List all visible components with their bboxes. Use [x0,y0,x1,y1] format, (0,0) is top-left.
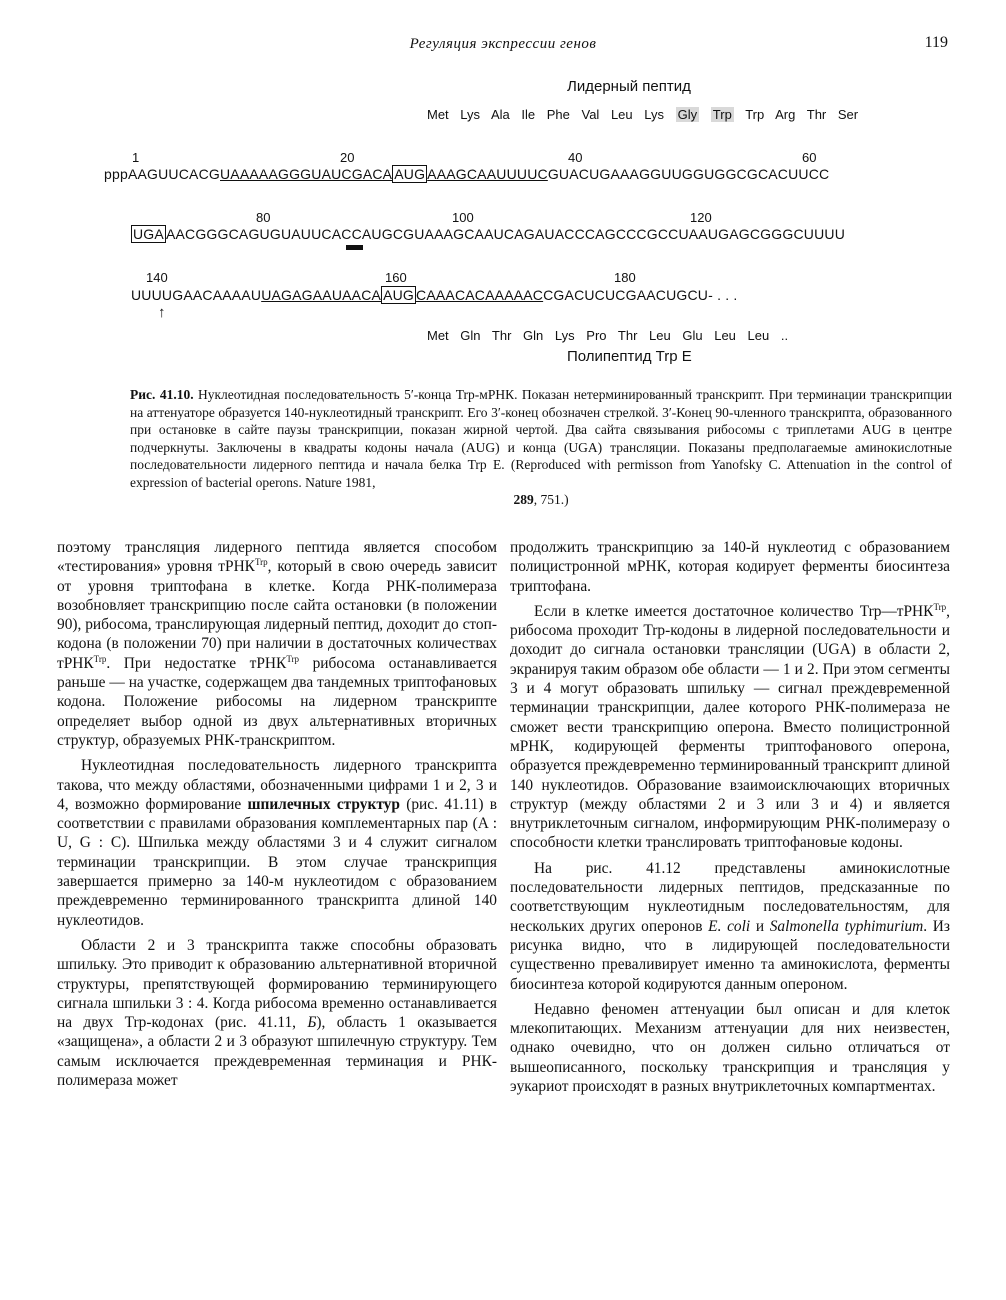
amino-acid: Phe [546,107,570,122]
amino-acid: Ala [490,107,510,122]
text-run: ), область 1 оказывается «защищена», а области 2 и 3 образуют шпилечную структуру. Тем самым исключается преждевременная терминация и РНК-полимераза может [57,1014,498,1090]
amino-acid: Met [427,328,449,343]
amino-acid: Ile [521,107,536,122]
right-column [510,538,950,1096]
amino-acid: Leu [714,328,736,343]
seq-segment: AACGGGCAGUGUAUUCACCAUGCGUAAAGCAAUCAGAUACCCAGCCCGCCUAAUGAGCGGGCUUUU [165,226,846,242]
figure-number: Рис. 41.10. [130,387,194,402]
ribosome-site-underline: UAAAAAGGGUAUCGACA [220,166,393,182]
seq-segment: UUUUGAACAAAAU [131,287,262,303]
polypeptide-amino-acids [427,328,793,343]
position-label: 120 [690,210,712,225]
position-label: 80 [256,210,271,225]
seq-segment: CGACUCUCGAACUGCU- . . . [543,287,738,303]
figure-caption [130,386,952,509]
citation-pages: , 751.) [533,492,569,507]
amino-acid: Trp [745,107,765,122]
amino-acid: Val [581,107,600,122]
italic-term: Salmonella typhimurium [769,917,924,935]
leader-peptide-title: Лидерный пептид [567,78,691,95]
amino-acid: Arg [775,107,796,122]
amino-acid: Leu [747,328,770,343]
amino-acid: Leu [649,328,671,343]
paragraph [57,538,497,750]
text-run: (рис. 41.11) в соответствии с правилами образования комплементарных пар (A : U, G : C). Шпилька между областями 3 и 4 служит сигналом терминации транскрипции. В этом случае транскрипция завершается примерно за 140-м нуклеотидом с образованием преждевременно терминированного транскрипта длиной 140 нуклеотидов. [57,795,497,929]
superscript: Trp [254,557,268,568]
ribosome-site-underline: UAGAGAAUAACA [261,287,382,303]
amino-acid: Pro [586,328,607,343]
position-label: 140 [146,270,168,285]
sequence-row-3 [131,287,738,303]
italic-term: Б [307,1014,317,1032]
position-label: 40 [568,150,583,165]
text-run: . При недостатке тРНК [106,654,287,672]
amino-acid: Lys [460,107,481,122]
page-number: 119 [924,34,948,51]
paragraph [57,936,497,1090]
termination-arrow-icon: ↑ [158,304,166,321]
amino-acid: Thr [491,328,512,343]
text-run: рибосома останавливается раньше — на участке, содержащем два тандемных триптофановых кодона. Положение рибосомы на лидерном транскрипте определяет выбор одной из двух альтернативных вторичных структур, образуемых РНК-транскриптом. [57,654,497,749]
bold-term: шпилечных структур [247,795,400,813]
text-run: и [750,917,770,935]
paragraph [510,602,950,853]
caption-citation-tail [130,491,952,509]
paragraph [57,756,497,930]
paragraph: Недавно феномен аттенуации был описан и для клеток млекопитающих. Механизм аттенуации для них неизвестен, однако очевидно, что он должен сильно отличаться от вышеописанного, поскольку транскрипция и трансляция у эукариот происходят в разных внутриклеточных компартментах. [510,1000,950,1096]
ribosome-site-underline: AAAGCAAUUUUC [427,166,548,182]
amino-acid-highlighted: Gly [677,107,698,122]
text-run: Если в клетке имеется достаточное количество Trp—тРНК [534,602,934,620]
amino-acid: Lys [644,107,665,122]
start-codon-box: AUG [394,166,426,182]
superscript: Trp [286,653,299,664]
running-title: Регуляция экспрессии генов [409,36,597,52]
citation-volume: 289 [513,492,534,507]
ribosome-site-underline: CAAACACAAAAAC [416,287,544,303]
amino-acid: .. [780,328,789,343]
amino-acid: Gln [523,328,544,343]
polypeptide-title: Полипептид Trp E [567,348,692,365]
amino-acid: Ser [837,107,859,122]
seq-segment: pppAAGUUCACG [104,166,220,182]
position-label: 180 [614,270,636,285]
text-run: , рибосома проходит Trp-кодоны в лидерной последовательности и доходит до сигнала остановки трансляции (UGA) в области 2, экранируя таким образом обе области — 1 и 2. При этом сегменты 3 и 4 могут образовать шпильку — сигнал преждевременной терминации транскрипции, далее которого РНК-полимераза не сможет вести транскрипцию оперона. Вместо полицистронной мРНК, кодирующей ферменты триптофанового оперона, образуется преждевременно терминированный транскрипт длиной 140 нуклеотидов. Образование взаимоисключающих вторичных структур (между областями 2 и 3 или 3 и 4) и является внутриклеточным сигналом, информирующим РНК-полимеразу о способности клетки транслировать триптофановые кодоны. [510,602,950,852]
amino-acid: Gln [460,328,481,343]
amino-acid: Thr [617,328,638,343]
stop-codon-box: UGA [133,226,164,242]
amino-acid: Lys [554,328,575,343]
text-run: На рис. 41.12 представлены аминокислотные последовательности лидерных пептидов, предсказанные по соответствующим нуклеотидным последовательностям, для нескольких других оперонов [510,859,950,935]
figure-sequence [0,0,1006,380]
amino-acid-highlighted: Trp [712,107,732,122]
amino-acid: Thr [806,107,827,122]
pause-site-bar [346,245,363,250]
position-label: 60 [802,150,817,165]
position-label: 100 [452,210,474,225]
amino-acid: Leu [610,107,633,122]
position-label: 20 [340,150,355,165]
amino-acid: Met [427,107,449,122]
text-run: Области 2 и 3 транскрипта также способны образовать шпильку. Это приводит к образованию альтернативной вторичной структуры, препятствующей формированию терминирующего сигнала шпильки 3 : 4. Когда рибосома временно останавливается на двух Trp-кодонах (рис. 41.11, [57,936,497,1032]
amino-acid: Glu [682,328,703,343]
text-run: , который в свою очередь зависит от уровня триптофана в клетке. Когда РНК-полимераза возобновляет транскрипцию после сайта остановки (в положении 90), рибосома, транслирующая лидерный пептид, доходит до стоп-кодона (в положении 70) при наличии в достаточных количествах тРНК [57,558,497,672]
sequence-row-2 [131,226,845,242]
leader-amino-acids [427,107,863,122]
seq-segment: GUACUGAAAGGUUGGUGGCGCACUUCC [547,166,830,182]
left-column [57,538,497,1090]
superscript: Trp [93,653,107,664]
start-codon-box: AUG [383,287,415,303]
position-label: 160 [385,270,407,285]
text-run: Нуклеотидная последовательность лидерного транскрипта такова, что между областями, обозначенными цифрами 1 и 2, 3 и 4, возможно формирование [57,757,497,813]
caption-text: Нуклеотидная последовательность 5′-конца Trp-мРНК. Показан нетерминированный транскрипт. При терминации транскрипции на аттенуаторе образуется 140-нуклеотидный транскрипт. Его 3′-конец обозначен стрелкой. 3′-Конец 90-членного транскрипта, образованного при остановке в сайте паузы транскрипции, показан жирной чертой. Два сайта связывания рибосомы с триплетами AUG в центре подчеркнуты. Заключены в квадраты кодоны начала (AUG) и конца (UGA) трансляции. Показаны предполагаемые аминокислотные последовательности лидерного пептида и начала белка Trp E. (Reproduced with permisson from Yanofsky C. Attenuation in the control of expression of bacterial operons. Nature 1981, [130,387,952,490]
paragraph [510,859,950,994]
position-label: 1 [132,150,140,165]
text-run: поэтому трансляция лидерного пептида является способом «тестирования» уровня тРНК [57,539,497,576]
paragraph: продолжить транскрипцию за 140-й нуклеотид с образованием полицистронной мРНК, которая кодирует ферменты биосинтеза триптофана. [510,539,950,595]
text-run: . Из рисунка видно, что в лидирующей последовательности существенно преваливирует именно та аминокислота, ферменты биосинтеза которой кодируются данным опероном. [510,917,950,993]
italic-term: E. coli [708,917,751,935]
superscript: Trp [933,601,947,612]
sequence-row-1 [104,166,829,182]
